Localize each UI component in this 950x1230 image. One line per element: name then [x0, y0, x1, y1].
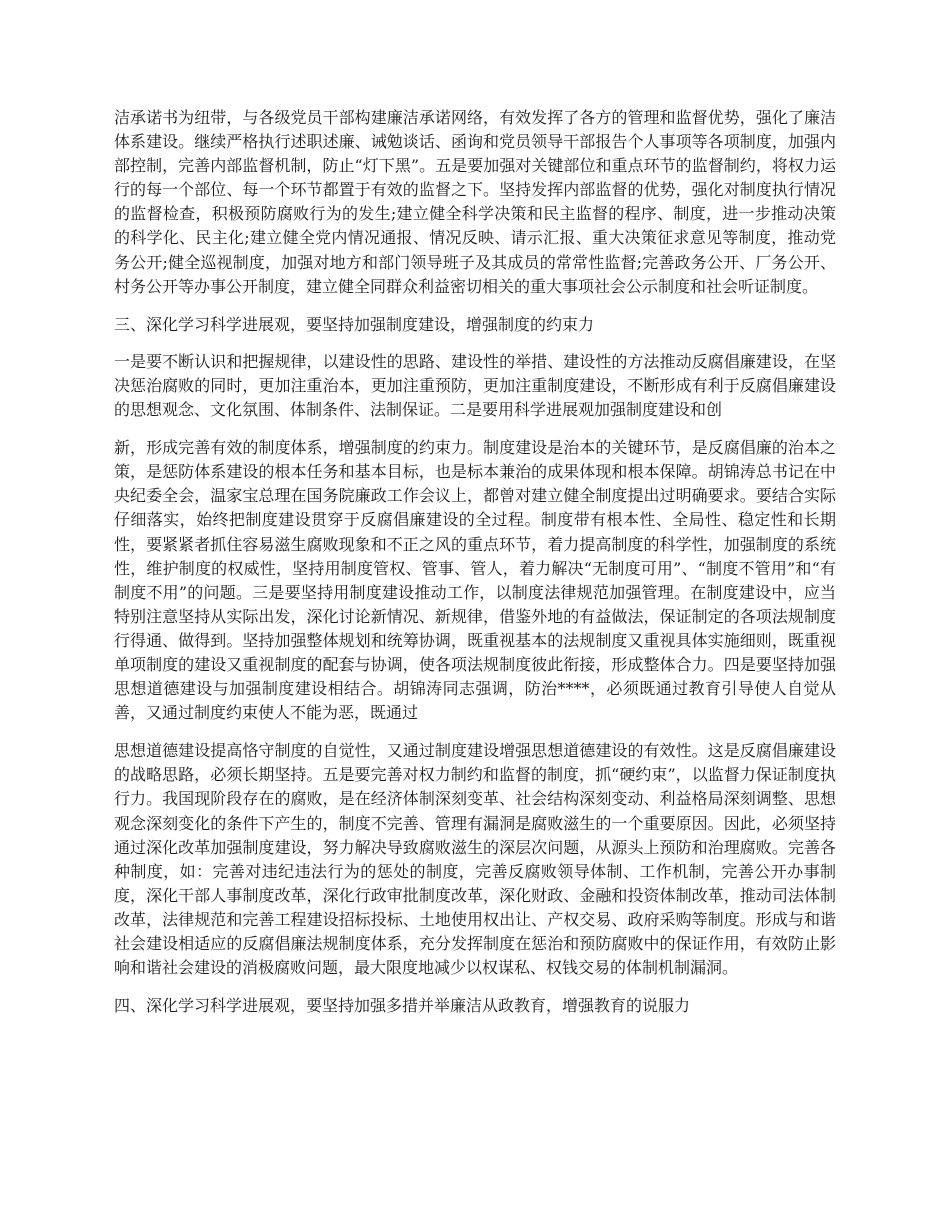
document-body	[114, 106, 836, 1031]
section-heading-three: 三、深化学习科学进展观，要坚持加强制度建设，增强制度的约束力	[114, 314, 595, 334]
paragraph-rules-and-innovation: 一是要不断认识和把握规律，以建设性的思路、建设性的举措、建设性的方法推动反腐倡廉建设，在坚决惩治腐败的同时，更加注重治本，更加注重预防，更加注重制度建设，不断形成有利于反腐倡廉建设的思想观念、文化氛围、体制条件、法制保证。二是要用科学进展观加强制度建设和创	[114, 351, 836, 420]
paragraph-integrity-commitment: 洁承诺书为纽带，与各级党员干部构建廉洁承诺网络，有效发挥了各方的管理和监督优势，强化了廉洁体系建设。继续严格执行述职述廉、诫勉谈话、函询和党员领导干部报告个人事项等各项制度，加强内部控制，完善内部监督机制，防止“灯下黑”。五是要加强对关键部位和重点环节的监督制约，将权力运行的每一个部位、每一个环节都置于有效的监督之下。坚持发挥内部监督的优势，强化对制度执行情况的监督检查，积极预防腐败行为的发生;建立健全科学决策和民主监督的程序、制度，进一步推动决策的科学化、民主化;建立健全党内情况通报、情况反映、请示汇报、重大决策征求意见等制度，推动党务公开;健全巡视制度，加强对地方和部门领导班子及其成员的常常性监督;完善政务公开、厂务公开、村务公开等办事公开制度，建立健全同群众利益密切相关的重大事项社会公示制度和社会听证制度。	[114, 108, 836, 296]
section-heading-four: 四、深化学习科学进展观，要坚持加强多措并举廉洁从政教育，增强教育的说服力	[114, 996, 691, 1016]
paragraph-system-construction: 新，形成完善有效的制度体系，增强制度的约束力。制度建设是治本的关键环节，是反腐倡廉的治本之策，是惩防体系建设的根本任务和基本目标，也是标本兼治的成果体现和根本保障。胡锦涛总书记在中央纪委全会，温家宝总理在国务院廉政工作会议上，都曾对建立健全制度提出过明确要求。要结合实际仔细落实，始终把制度建设贯穿于反腐倡廉建设的全过程。制度带有根本性、全局性、稳定性和长期性，要紧紧者抓住容易滋生腐败现象和不正之风的重点环节，着力提高制度的科学性，加强制度的系统性，维护制度的权威性，坚持用制度管权、管事、管人，着力解决“无制度可用”、“制度不管用”和“有制度不用”的问题。三是要坚持用制度建设推动工作，以制度法律规范加强管理。在制度建设中，应当特别注意坚持从实际出发，深化讨论新情况、新规律，借鉴外地的有益做法，保证制定的各项法规制度行得通、做得到。坚持加强整体规划和统筹协调，既重视基本的法规制度又重视具体实施细则，既重视单项制度的建设又重视制度的配套与协调，使各项法规制度彼此衔接，形成整体合力。四是要坚持加强思想道德建设与加强制度建设相结合。胡锦涛同志强调，防治****，必须既通过教育引导使人自觉从善，又通过制度约束使人不能为恶，既通过	[114, 438, 836, 723]
paragraph-power-supervision: 思想道德建设提高恪守制度的自觉性，又通过制度建设增强思想道德建设的有效性。这是反腐倡廉建设的战略思路，必须长期坚持。五是要完善对权力制约和监督的制度，抓“硬约束”，以监督力保证制度执行力。我国现阶段存在的腐败，是在经济体制深刻变革、社会结构深刻变动、利益格局深刻调整、思想观念深刻变化的条件下产生的，制度不完善、管理有漏洞是腐败滋生的一个重要原因。因此，必须坚持通过深化改革加强制度建设，努力解决导致腐败滋生的深层次问题，从源头上预防和治理腐败。完善各种制度，如：完善对违纪违法行为的惩处的制度，完善反腐败领导体制、工作机制，完善公开办事制度，深化干部人事制度改革，深化行政审批制度改革，深化财政、金融和投资体制改革，推动司法体制改革，法律规范和完善工程建设招标投标、土地使用权出让、产权交易、政府采购等制度。形成与和谐社会建设相适应的反腐倡廉法规制度体系，充分发挥制度在惩治和预防腐败中的保证作用，有效防止影响和谐社会建设的消极腐败问题，最大限度地减少以权谋私、权钱交易的体制机制漏洞。	[114, 741, 836, 978]
